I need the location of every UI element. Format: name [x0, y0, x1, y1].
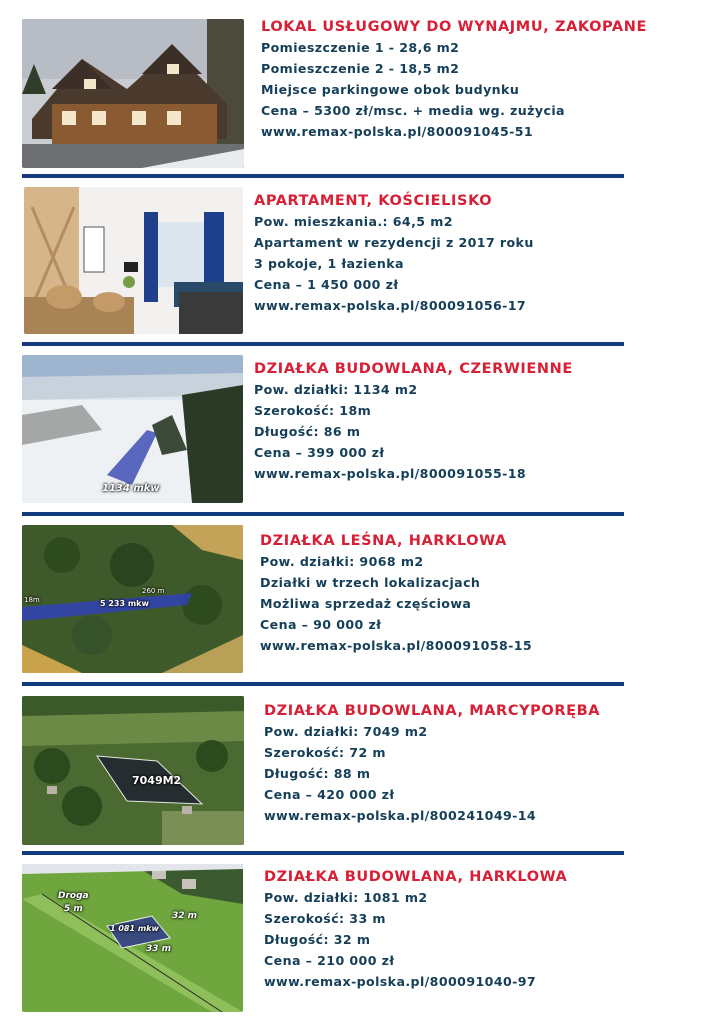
photo-area-label: 1 081 mkw: [110, 924, 159, 933]
listing-detail: Szerokość: 18m: [254, 403, 372, 418]
photo-road-label: Droga: [58, 891, 89, 901]
listing-link[interactable]: www.remax-polska.pl/800241049-14: [264, 808, 537, 823]
listing-title: DZIAŁKA BUDOWLANA, CZERWIENNE: [254, 361, 573, 377]
listing-title: DZIAŁKA BUDOWLANA, HARKLOWA: [264, 869, 568, 885]
listing-link[interactable]: www.remax-polska.pl/800091058-15: [260, 638, 533, 653]
listing-detail: Pow. działki: 7049 m2: [264, 724, 428, 739]
listing-detail: Miejsce parkingowe obok budynku: [261, 82, 520, 97]
listing-photo-forest-plot: [22, 525, 243, 673]
listing-price: Cena – 90 000 zł: [260, 617, 382, 632]
listing-price: Cena – 420 000 zł: [264, 787, 395, 802]
listing-detail: Pow. działki: 1134 m2: [254, 382, 418, 397]
section-divider: [22, 851, 624, 855]
listing-detail: Apartament w rezydencji z 2017 roku: [254, 235, 534, 250]
listing-price: Cena – 5300 zł/msc. + media wg. zużycia: [261, 103, 565, 118]
listing-detail: 3 pokoje, 1 łazienka: [254, 256, 404, 271]
listing-photo-meadow-plot: [22, 864, 243, 1012]
photo-area-label: 7049M2: [132, 774, 182, 787]
listing-title: DZIAŁKA LEŚNA, HARKLOWA: [260, 533, 507, 549]
listing-detail: Pomieszczenie 2 - 18,5 m2: [261, 61, 460, 76]
listing-detail: Długość: 32 m: [264, 932, 371, 947]
listing-photo-village-plot: [22, 696, 244, 845]
listing-link[interactable]: www.remax-polska.pl/800091045-51: [261, 124, 534, 139]
section-divider: [22, 342, 624, 346]
photo-length-label: 260 m: [142, 587, 165, 595]
photo-side-b-label: 33 m: [146, 944, 172, 954]
listing-photo-snow-plot: [22, 355, 243, 503]
section-divider: [22, 512, 624, 516]
section-divider: [22, 174, 624, 178]
listing-price: Cena – 210 000 zł: [264, 953, 395, 968]
listing-title: LOKAL USŁUGOWY DO WYNAJMU, ZAKOPANE: [261, 19, 647, 35]
listing-link[interactable]: www.remax-polska.pl/800091040-97: [264, 974, 537, 989]
photo-area-label: 5 233 mkw: [100, 599, 149, 608]
listing-link[interactable]: www.remax-polska.pl/800091056-17: [254, 298, 527, 313]
listing-title: DZIAŁKA BUDOWLANA, MARCYPORĘBA: [264, 703, 601, 719]
listing-detail: Szerokość: 33 m: [264, 911, 386, 926]
listing-detail: Długość: 86 m: [254, 424, 361, 439]
listing-photo-apartment: [24, 187, 243, 334]
listing-title: APARTAMENT, KOŚCIELISKO: [254, 193, 493, 209]
listing-detail: Szerokość: 72 m: [264, 745, 386, 760]
photo-side-a-label: 32 m: [172, 911, 198, 921]
listing-detail: Pow. działki: 1081 m2: [264, 890, 428, 905]
listing-detail: Działki w trzech lokalizacjach: [260, 575, 481, 590]
section-divider: [22, 682, 624, 686]
listing-detail: Pow. mieszkania.: 64,5 m2: [254, 214, 453, 229]
listing-price: Cena – 399 000 zł: [254, 445, 385, 460]
listing-detail: Długość: 88 m: [264, 766, 371, 781]
photo-road-width-label: 5 m: [64, 904, 83, 914]
listing-detail: Pomieszczenie 1 - 28,6 m2: [261, 40, 460, 55]
listing-detail: Pow. działki: 9068 m2: [260, 554, 424, 569]
photo-width-label: 18m: [24, 596, 40, 604]
photo-area-label: 1134 mkw: [102, 483, 160, 494]
listing-link[interactable]: www.remax-polska.pl/800091055-18: [254, 466, 527, 481]
listing-detail: Możliwa sprzedaż częściowa: [260, 596, 472, 611]
listing-price: Cena – 1 450 000 zł: [254, 277, 399, 292]
listing-photo-chalet: [22, 19, 244, 168]
